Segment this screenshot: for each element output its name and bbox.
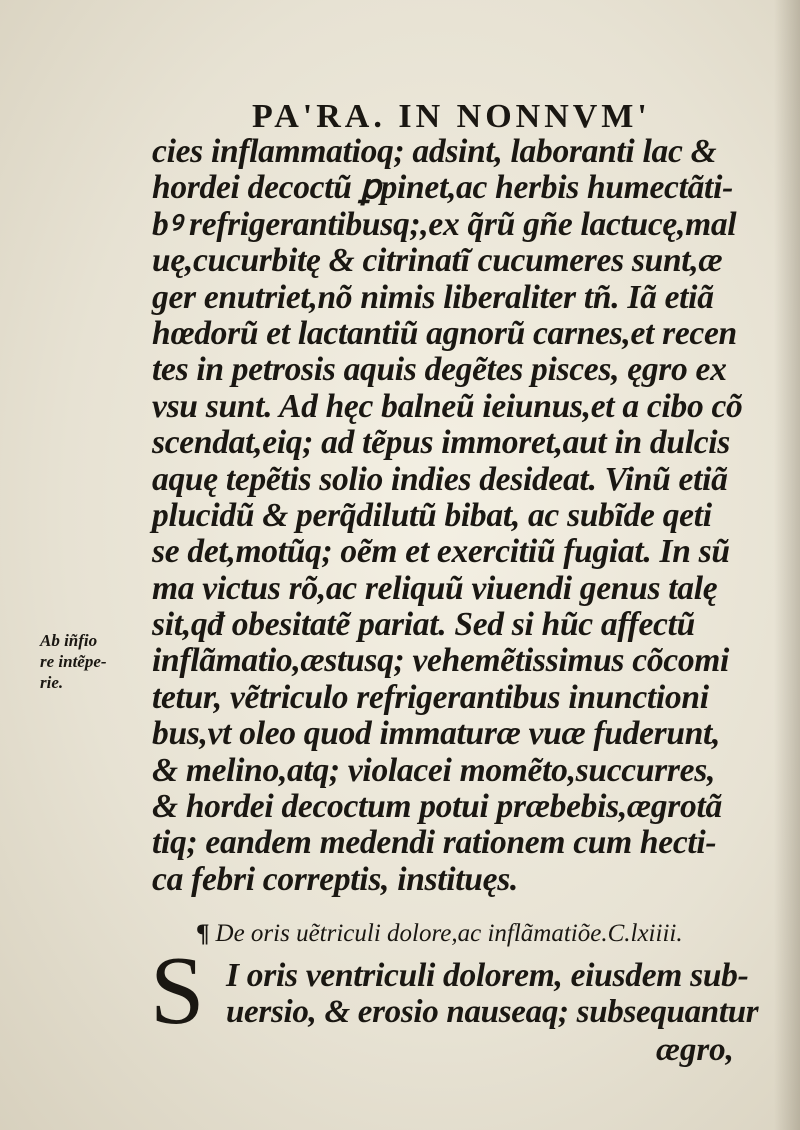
body-line: & hordei decoctum potui præbebis,ægrotã: [152, 788, 722, 826]
marginal-note-line: Ab iñfio: [40, 631, 98, 650]
body-line: cies inflammatioq; adsint, laboranti lac &: [152, 133, 717, 170]
body-line: inflãmatio,æstusq; vehemẽtissimus cõcomi: [152, 642, 730, 680]
body-line: bus,vt oleo quod immaturæ vuæ fuderunt,: [152, 715, 721, 753]
marginal-note: [40, 630, 150, 693]
page-edge-shadow: [774, 0, 800, 1130]
body-line: I oris ventriculi dolorem, eiusdem sub-: [226, 957, 749, 994]
body-text: [152, 134, 764, 898]
drop-cap: S: [150, 937, 205, 1045]
chapter-heading: [196, 920, 683, 948]
marginal-note-line: rie.: [40, 673, 64, 692]
catchword: ægro,: [656, 1032, 734, 1068]
body-line: ma victus rõ,ac reliquũ viuendi genus talę: [152, 569, 718, 607]
body-line: sit,qđ obesitatẽ pariat. Sed si hũc affectũ: [152, 606, 695, 644]
chapter-heading-text: De oris uẽtriculi dolore,ac inflãmatiõe.C.lxiiii.: [215, 920, 683, 947]
body-line: tes in petrosis aquis degẽtes pisces, ęgro ex: [152, 351, 727, 389]
running-head: PA'RA. IN NONNVM': [252, 98, 651, 135]
body-line: ger enutriet,nõ nimis liberaliter tñ. Iã etiã: [152, 278, 714, 316]
body-line: aquę tepẽtis solio indies desideat. Vinũ etiã: [152, 460, 728, 498]
body-line: tiq; eandem medendi rationem cum hecti-: [152, 824, 717, 862]
body-line: uę,cucurbitę & citrinatĩ cucumeres sunt,æ: [152, 242, 723, 280]
body-line: se det,motũq; oẽm et exercitiũ fugiat. In sũ: [152, 533, 730, 571]
body-line: tetur, vẽtriculo refrigerantibus inunctioni: [152, 678, 709, 716]
body-line: scendat,eiq; ad tẽpus immoret,aut in dulcis: [152, 424, 731, 462]
body-line: & melino,atq; violacei momẽto,succurres,: [152, 751, 716, 789]
marginal-note-line: re intẽpe-: [40, 652, 107, 671]
body-line: hordei decoctũ ꝑpinet,ac herbis humectãti-: [152, 169, 733, 207]
body-line: uersio, & erosio nauseaq; subsequantur: [226, 994, 759, 1031]
body-line: vsu sunt. Ad hęc balneũ ieiunus,et a cibo cõ: [152, 387, 743, 425]
chapter-opening-text: [226, 958, 766, 1031]
pilcrow-icon: ¶: [196, 920, 210, 947]
body-line: ca febri correptis, instituęs.: [152, 860, 519, 898]
body-line: plucidũ & perq̃dilutũ bibat, ac subĩde qeti: [152, 496, 712, 534]
body-line: hœdorũ et lactantiũ agnorũ carnes,et recen: [152, 314, 737, 352]
body-line: bꝰ refrigerantibusq;,ex q̃rũ gñe lactucę,mal: [152, 205, 737, 243]
